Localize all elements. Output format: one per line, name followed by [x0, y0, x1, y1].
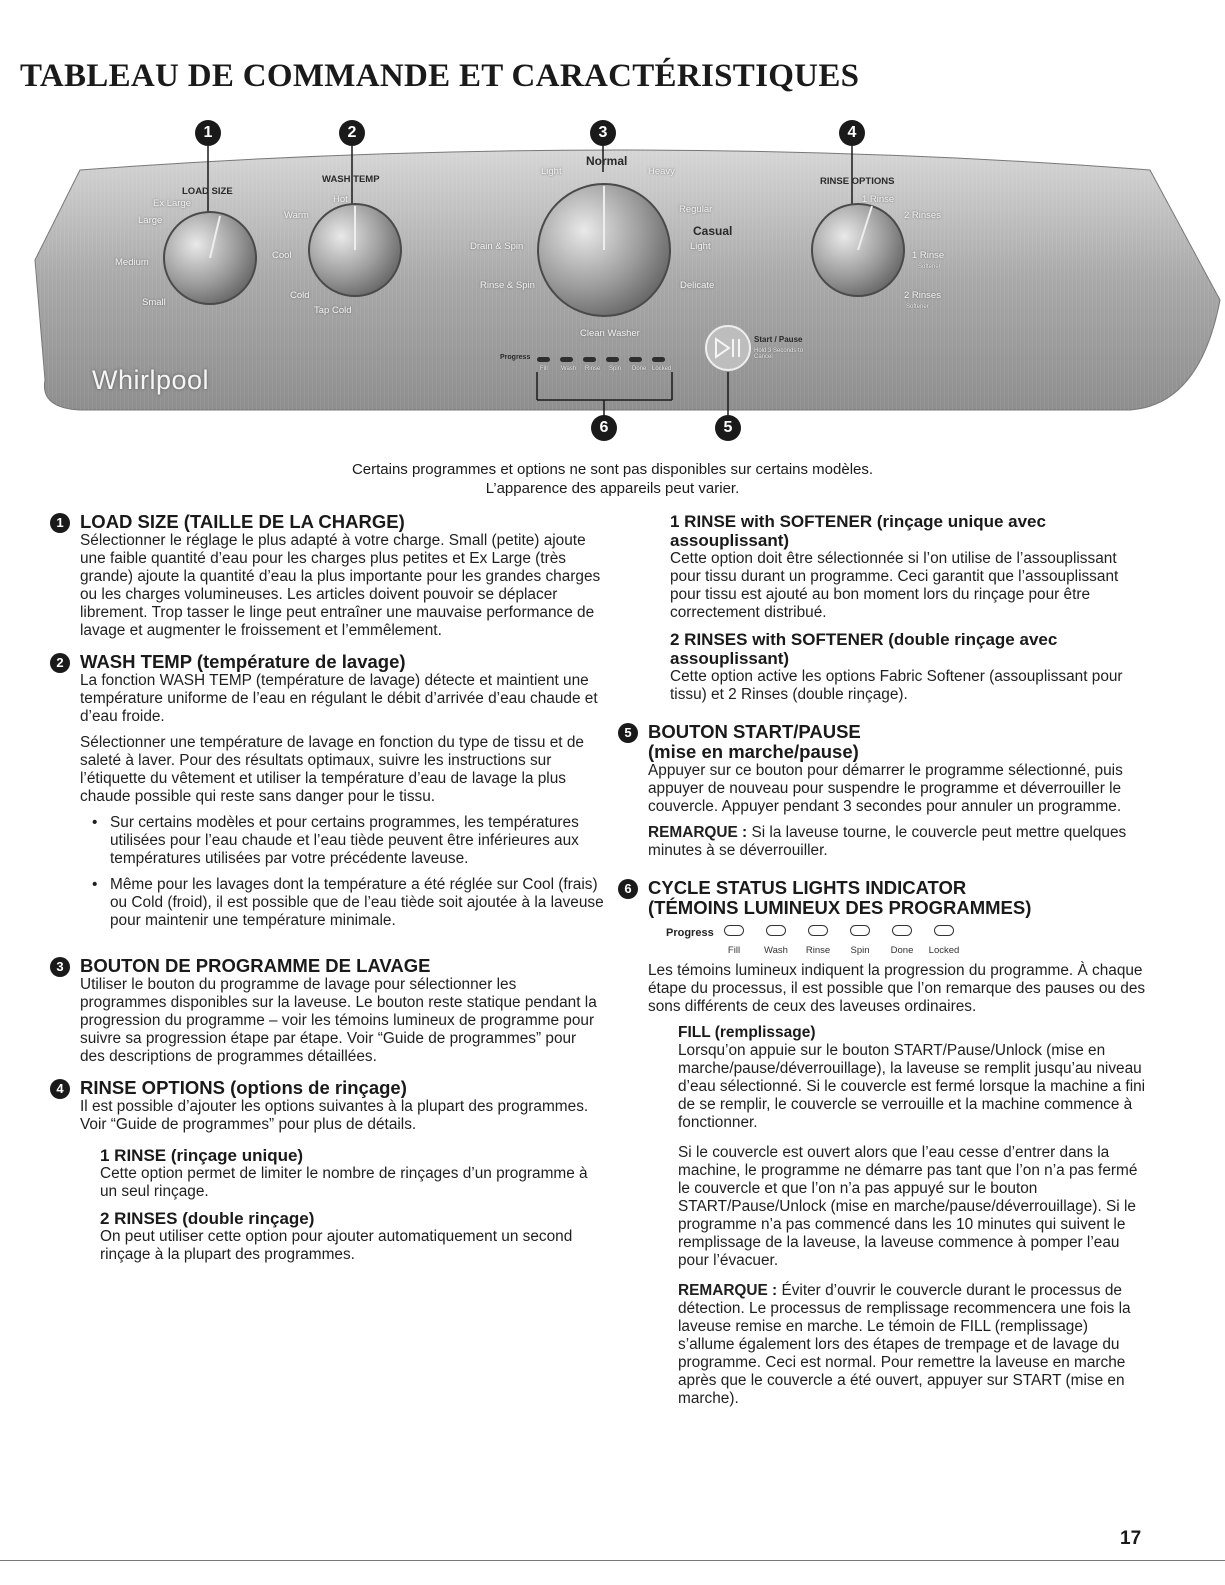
section-start-pause [624, 721, 1148, 860]
page-number: 17 [1120, 1528, 1142, 1549]
note-label: REMARQUE : [648, 824, 748, 841]
section-number: 4 [50, 1079, 70, 1099]
rinse-option: 1 Rinse [912, 250, 945, 261]
section-number: 2 [50, 653, 70, 673]
load-size-option: Small [142, 297, 166, 308]
panel-progress-step: Spin [609, 366, 622, 372]
section-cycle-knob [56, 955, 605, 1066]
panel-progress-step: Wash [561, 366, 577, 372]
panel-progress-step: Locked [652, 366, 672, 372]
progress-light [892, 925, 912, 936]
panel-progress-label: Progress [500, 354, 531, 361]
cycle-option: Heavy [648, 166, 675, 177]
progress-light [724, 925, 744, 936]
subsection-title: 1 RINSE with SOFTENER (rinçage unique avec assouplissant) [670, 512, 1046, 550]
progress-light [766, 925, 786, 936]
rinse-option: 1 Rinse [862, 194, 895, 205]
section-body: Appuyer sur ce bouton pour démarrer le programme sélectionné, puis appuyer de nouveau pour suspendre le programme et déverrouiller le couvercle. Appuyer pendant 3 secondes pour annuler un programme. [648, 762, 1123, 815]
section-note [648, 824, 1148, 860]
bottom-rule [0, 1560, 1225, 1561]
section-number: 1 [50, 513, 70, 533]
progress-light [934, 925, 954, 936]
subsection-body: On peut utiliser cette option pour ajouter automatiquement un second rinçage à la plupart des programmes. [100, 1228, 573, 1263]
note-label: REMARQUE : [678, 1282, 778, 1299]
subsection-title: FILL (remplissage) [678, 1024, 816, 1041]
rinse-options-heading: RINSE OPTIONS [820, 176, 895, 187]
start-pause-label: Start / Pause [754, 335, 803, 344]
bullet-item: • Même pour les lavages dont la température a été réglée sur Cool (frais) ou Cold (froid), il est possible que de l’eau tiède soit ajoutée à la laveuse pour maintenir une température minimale. [110, 876, 605, 930]
section-title: WASH TEMP (température de lavage) [80, 651, 406, 672]
cycle-option: Casual [693, 224, 733, 238]
load-size-heading: LOAD SIZE [182, 186, 233, 197]
panel-progress-step: Rinse [585, 366, 601, 372]
section-title: BOUTON DE PROGRAMME DE LAVAGE [80, 955, 431, 976]
load-size-option: Large [138, 215, 163, 226]
section-number: 5 [618, 723, 638, 743]
progress-step: Rinse [805, 945, 831, 956]
section-load-size [56, 511, 605, 640]
cycle-option: Delicate [680, 280, 715, 291]
wash-temp-option: Cool [272, 250, 292, 261]
control-panel-illustration [0, 110, 1225, 450]
section-number: 6 [618, 879, 638, 899]
start-pause-sublabel: Hold 3 Seconds to Cancel [754, 348, 804, 360]
load-size-option: Medium [115, 257, 149, 268]
note-body: Si la laveuse tourne, le couvercle peut mettre quelques minutes à se déverrouiller. [648, 824, 1127, 859]
bullet-item: • Sur certains modèles et pour certains programmes, les températures utilisées pour l’eau chaude et l’eau tiède peuvent être inférieures aux températures utilisées par votre précédente laveuse. [110, 814, 605, 868]
subsection-body: Cette option active les options Fabric Softener (assouplissant pour tissu) et 2 Rinses (double rinçage). [670, 668, 1123, 703]
subsection-title: 1 RINSE (rinçage unique) [100, 1146, 304, 1165]
progress-step: Locked [928, 945, 960, 956]
section-body: Sélectionner le réglage le plus adapté à votre charge. Small (petite) ajoute une faible quantité d’eau pour les charges plus petites et Ex Large (très grande) ajoute la quantité d’eau la plus importante pour les grandes charges ou les charges volumineuses. Les articles doivent pouvoir se déplacer librement. Trop tasser le linge peut entraîner une mauvaise performance de lavage et augmenter le froissement et l’emmêlement. [80, 532, 601, 639]
section-body: Il est possible d’ajouter les options suivantes à la plupart des programmes. Voir “Guide de programmes” pour plus de détails. [80, 1098, 589, 1133]
section-wash-temp [56, 651, 605, 930]
section-rinse-options [56, 1077, 605, 1264]
left-column [56, 511, 605, 1264]
rinse-option-sub: Softener [918, 264, 941, 270]
cycle-option: Regular [679, 204, 713, 215]
cycle-option: Clean Washer [580, 328, 640, 339]
subsection-body: Si le couvercle est ouvert alors que l’eau cesse d’entrer dans la machine, le programme ne démarre pas tant que l’on n’a pas fermé le couvercle et que l’on n’a pas appuyé sur le bouton START/Pause/Unlock (mise en marche/pause/déverrouillage). Si le programme n’a pas commencé dans les 10 minutes qui suivent le remplissage de la laveuse, la laveuse commence à pomper l’eau pour l’évacuer. [678, 1144, 1138, 1269]
rinse-option: 2 Rinses [904, 290, 941, 301]
section-number: 3 [50, 957, 70, 977]
section-body: Utiliser le bouton du programme de lavage pour sélectionner les programmes disponibles sur la laveuse. Le bouton reste statique pendant la progression du programme – voir les témoins lumineux de programme pour suivre sa progression étape par étape. Voir “Guide de programmes” pour des descriptions de programmes détaillées. [80, 976, 597, 1065]
cycle-option: Light [541, 166, 562, 177]
callout-6: 6 [591, 415, 617, 441]
bullet-list [80, 814, 605, 930]
subsection-body: Cette option permet de limiter le nombre de rinçages d’un programme à un seul rinçage. [100, 1165, 588, 1200]
disclaimer-line: L’apparence des appareils peut varier. [485, 480, 740, 497]
section-title: BOUTON START/PAUSE [648, 721, 861, 742]
section-body: Les témoins lumineux indiquent la progression du programme. À chaque étape du processus, il est possible que l’on remarque des pauses ou des sons différents de ceux des laveuses ordinaires. [648, 962, 1146, 1015]
section-body: Sélectionner une température de lavage en fonction du type de tissu et de saleté à laver. Pour des résultats optimaux, suivre les instructions sur l’étiquette du vêtement et utiliser la température d’eau de lavage la plus chaude possible qui reste sans danger pour le tissu. [80, 734, 584, 805]
wash-temp-option: Warm [284, 210, 309, 221]
progress-step: Done [890, 945, 914, 956]
section-rinse-softener [648, 512, 1148, 704]
subsection-body: Lorsqu’on appuie sur le bouton START/Pause/Unlock (mise en marche/pause/déverrouillage), la laveuse se remplit jusqu’au niveau d’eau sélectionné. Si le couvercle est fermé lorsque la machine a fini de se remplir, le couvercle se verrouille et la machine commence à fonctionner. [678, 1042, 1146, 1131]
wash-temp-option: Hot [333, 194, 348, 205]
progress-step: Spin [850, 945, 870, 956]
section-title: LOAD SIZE (TAILLE DE LA CHARGE) [80, 511, 405, 532]
panel-progress-step: Done [632, 366, 647, 372]
callout-1: 1 [195, 120, 221, 146]
progress-step: Wash [764, 945, 788, 956]
section-title: RINSE OPTIONS (options de rinçage) [80, 1077, 407, 1098]
wash-temp-option: Cold [290, 290, 310, 301]
callout-2: 2 [339, 120, 365, 146]
brand-logo: Whirlpool [92, 365, 210, 395]
cycle-top-option: Normal [586, 154, 628, 168]
wash-temp-option: Tap Cold [314, 305, 352, 316]
wash-temp-heading: WASH TEMP [322, 174, 380, 185]
cycle-option: Light [690, 241, 711, 252]
progress-light [808, 925, 828, 936]
section-title-line2: (TÉMOINS LUMINEUX DES PROGRAMMES) [648, 897, 1032, 918]
note-body: Éviter d’ouvrir le couvercle durant le processus de détection. Le processus de remplissage recommencera une fois la laveuse remise en marche. Le témoin de FILL (remplissage) s’allume également lors des étapes de trempage et de lavage du programme. Ceci est normal. Pour remettre la laveuse en marche après que le couvercle a été ouvert, appuyer sur START (mise en marche). [678, 1282, 1131, 1407]
rinse-option-sub: Softener [906, 304, 929, 310]
progress-light [850, 925, 870, 936]
subsection-title: 2 RINSES with SOFTENER (double rinçage avec assouplissant) [670, 630, 1058, 668]
callout-3: 3 [590, 120, 616, 146]
disclaimer [0, 460, 1225, 498]
section-title-line2: (mise en marche/pause) [648, 741, 859, 762]
load-size-option: Ex Large [153, 198, 192, 209]
right-column [624, 512, 1148, 1408]
subsection-title: 2 RINSES (double rinçage) [100, 1209, 315, 1228]
section-title: CYCLE STATUS LIGHTS INDICATOR [648, 877, 967, 898]
progress-label: Progress [666, 927, 714, 939]
progress-step: Fill [727, 945, 741, 956]
disclaimer-line: Certains programmes et options ne sont pas disponibles sur certains modèles. [351, 461, 874, 478]
cycle-option: Drain & Spin [470, 241, 524, 252]
section-body: La fonction WASH TEMP (température de lavage) détecte et maintient une température uniforme de l’eau en régulant le débit d’arrivée d’eau chaude et d’eau froide. [80, 672, 598, 725]
panel-progress-step: Fill [540, 366, 548, 372]
cycle-option: Rinse & Spin [480, 280, 535, 291]
section-status-lights [624, 877, 1148, 1408]
callout-5: 5 [715, 415, 741, 441]
callout-4: 4 [839, 120, 865, 146]
subsection-body: Cette option doit être sélectionnée si l’on utilise de l’assouplissant pour tissu durant un programme. Ceci garantit que l’assouplissant pour tissu est ajouté au bon moment lors du rinçage pour être correctement distribué. [670, 550, 1119, 621]
progress-lights-legend [648, 924, 1148, 958]
rinse-option: 2 Rinses [904, 210, 941, 221]
page-title: TABLEAU DE COMMANDE ET CARACTÉRISTIQUES [20, 58, 860, 94]
section-note [678, 1282, 1148, 1408]
